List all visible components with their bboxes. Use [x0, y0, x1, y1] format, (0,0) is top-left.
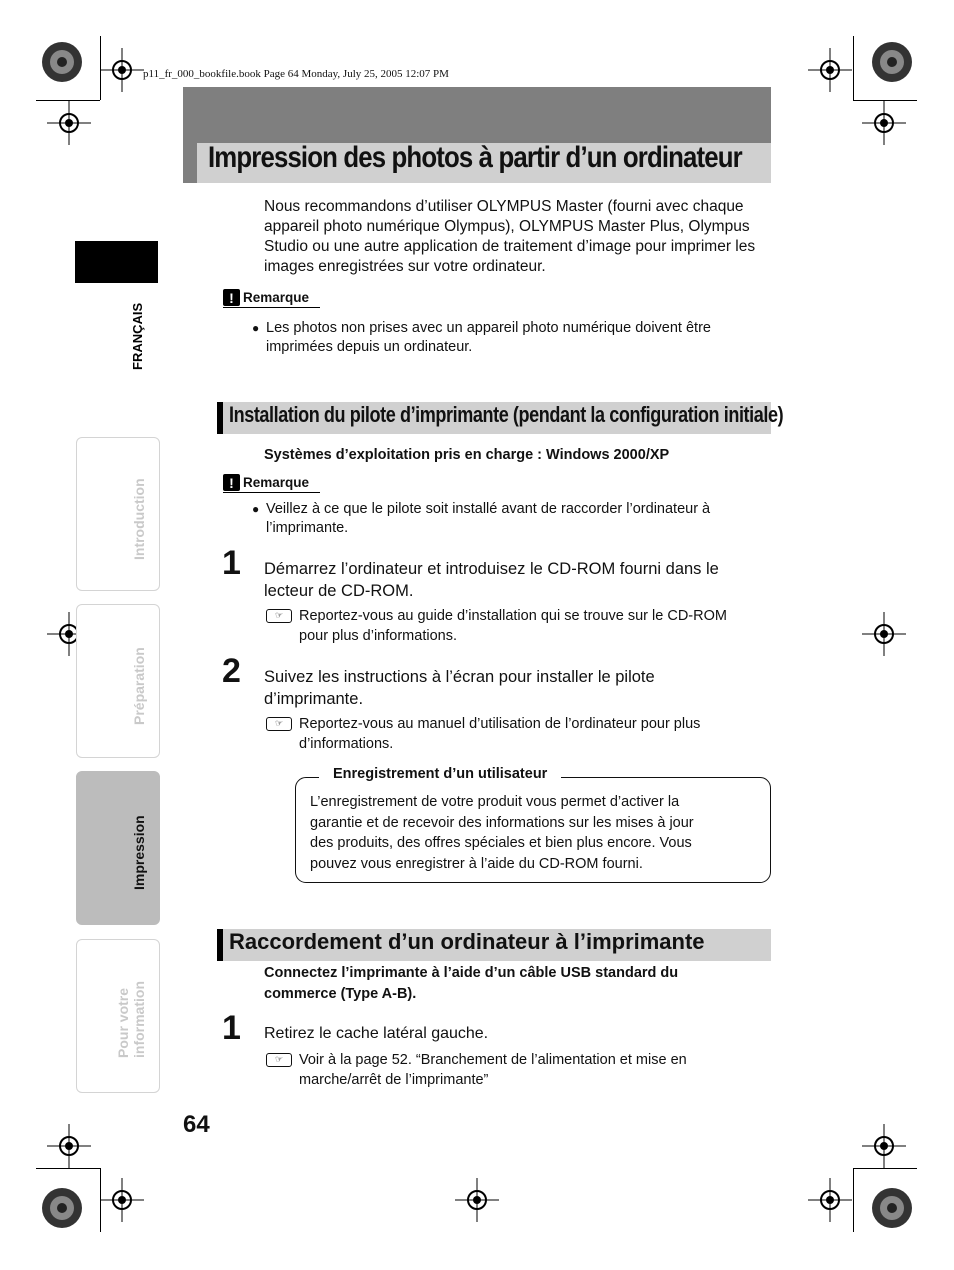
- tab-preparation[interactable]: [76, 604, 160, 758]
- file-info: p11_fr_000_bookfile.book Page 64 Monday, July 25, 2005 12:07 PM: [143, 68, 449, 80]
- language-tab-marker: [75, 241, 158, 283]
- crosshair-icon: [47, 101, 91, 145]
- step-reference: Reportez-vous au manuel d’utilisation de l’ordinateur pour plus d’informations.: [299, 716, 701, 752]
- crosshair-icon: [862, 612, 906, 656]
- language-tab: FRANÇAIS: [130, 302, 145, 370]
- page-number: 64: [183, 1111, 210, 1138]
- tab-label-line1: Pour votre: [115, 987, 131, 1058]
- crosshair-icon: [862, 101, 906, 145]
- step-text: Démarrez l’ordinateur et introduisez le CD-ROM fourni dans le lecteur de CD-ROM.: [264, 560, 719, 600]
- step-reference: Voir à la page 52. “Branchement de l’alimentation et mise en marche/arrêt de l’imprimante”: [299, 1052, 687, 1088]
- reference-icon: ☞: [266, 717, 292, 731]
- tab-label: Introduction: [131, 478, 147, 560]
- crosshair-icon: [808, 48, 852, 92]
- registration-mark-icon: [870, 40, 914, 84]
- tab-label: Préparation: [131, 647, 147, 725]
- section-subtitle: Connectez l’imprimante à l’aide d’un câble USB standard du commerce (Type A-B).: [264, 965, 679, 1002]
- reference-icon: ☞: [266, 1053, 292, 1067]
- section-title: Raccordement d’un ordinateur à l’imprimante: [229, 929, 705, 954]
- registration-mark-icon: [870, 1186, 914, 1230]
- box-text: L’enregistrement de votre produit vous permet d’activer la garantie et de recevoir des informations sur les mises à jour des produits, des offres spéciales et bien plus encore. Vous pouvez vous enregistrer à l’aide du CD-ROM fourni.: [310, 794, 694, 872]
- bullet-dot-icon: ●: [252, 321, 260, 335]
- exclamation-icon: !: [223, 474, 240, 491]
- step-number: 1: [222, 1009, 241, 1047]
- note-bullet: ● Veillez à ce que le pilote soit installé avant de raccorder l’ordinateur à l’imprimante.: [252, 501, 711, 536]
- step-text: Suivez les instructions à l’écran pour installer le pilote d’imprimante.: [264, 668, 655, 708]
- crosshair-icon: [455, 1178, 499, 1222]
- supported-systems: Systèmes d’exploitation pris en charge : Windows 2000/XP: [264, 447, 670, 463]
- section-title: Installation du pilote d’imprimante (pendant la configuration initiale): [229, 402, 784, 427]
- crosshair-icon: [100, 1178, 144, 1222]
- tab-label: Impression: [131, 815, 147, 890]
- crosshair-icon: [862, 1124, 906, 1168]
- tab-impression[interactable]: [76, 771, 160, 925]
- step-text: Retirez le cache latéral gauche.: [264, 1025, 489, 1042]
- exclamation-icon: !: [223, 289, 240, 306]
- registration-mark-icon: [40, 40, 84, 84]
- tab-introduction[interactable]: [76, 437, 160, 591]
- step-number: 2: [222, 652, 241, 690]
- box-title: Enregistrement d’un utilisateur: [319, 766, 561, 782]
- note-heading: ! Remarque: [223, 289, 320, 308]
- intro-paragraph: Nous recommandons d’utiliser OLYMPUS Master (fourni avec chaque appareil photo numérique Olympus), OLYMPUS Master Plus, Olympus Studio ou une autre application de traitement d’image pour imprimer les images enregistrées sur votre ordinateur.: [264, 198, 756, 275]
- crosshair-icon: [47, 1124, 91, 1168]
- note-bullet: ● Les photos non prises avec un appareil photo numérique doivent être imprimées depuis un ordinateur.: [252, 320, 711, 355]
- page-title: Impression des photos à partir d’un ordinateur: [208, 141, 742, 174]
- registration-mark-icon: [40, 1186, 84, 1230]
- step-reference: Reportez-vous au guide d’installation qui se trouve sur le CD-ROM pour plus d’informations.: [299, 608, 727, 644]
- step-number: 1: [222, 544, 241, 582]
- crosshair-icon: [808, 1178, 852, 1222]
- tab-pour-votre-information[interactable]: [76, 939, 160, 1093]
- reference-icon: ☞: [266, 609, 292, 623]
- crosshair-icon: [100, 48, 144, 92]
- note-heading: ! Remarque: [223, 474, 320, 493]
- bullet-dot-icon: ●: [252, 502, 260, 516]
- tab-label-line2: information: [131, 981, 147, 1058]
